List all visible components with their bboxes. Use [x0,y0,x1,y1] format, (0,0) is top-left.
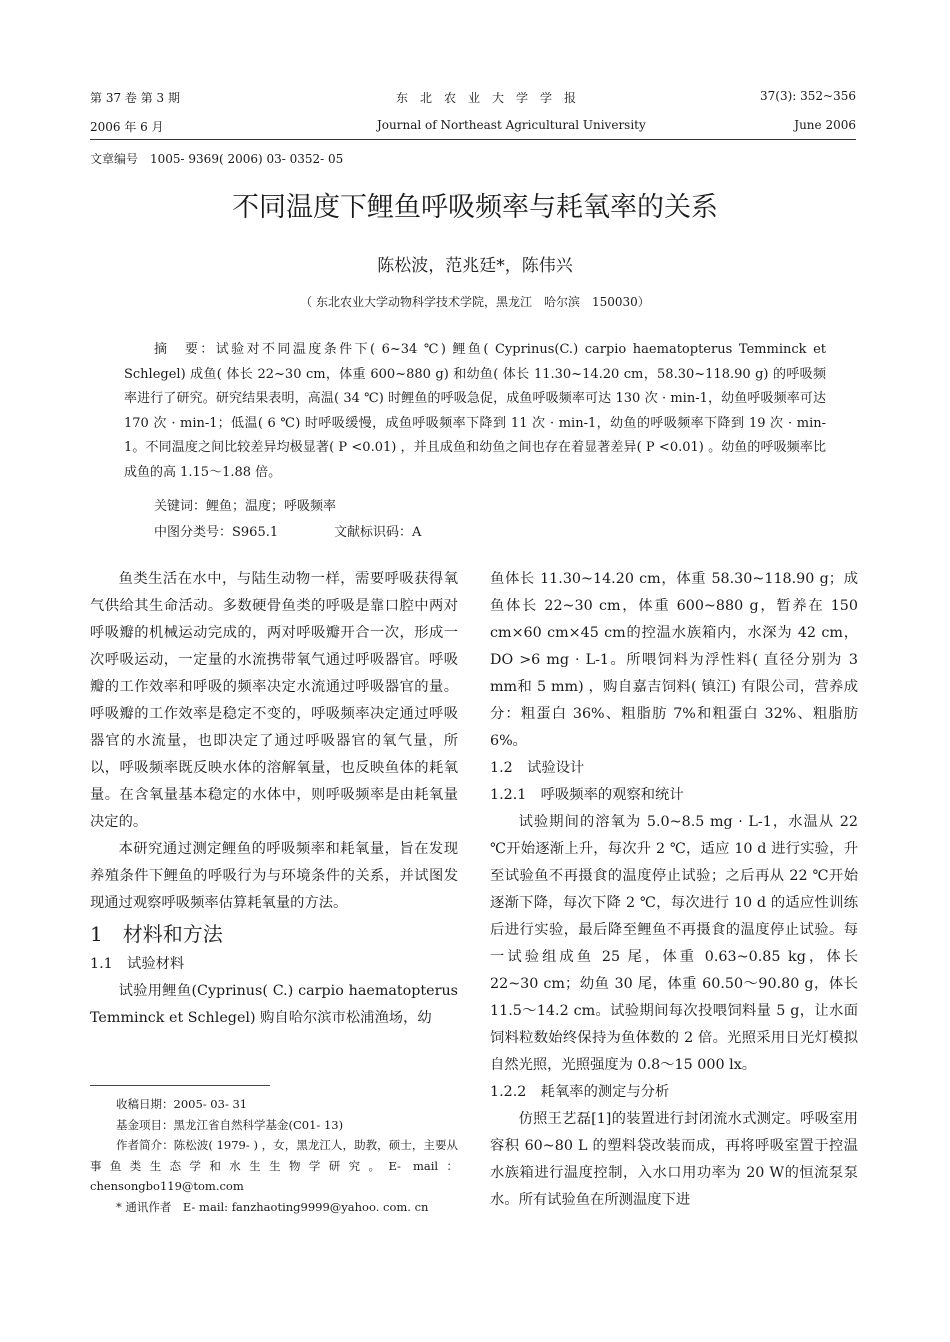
header-date-en: June 2006 [794,118,856,132]
body-paragraph: 仿照王艺磊[1]的装置进行封闭流水式测定。呼吸室用容积 60~80 L 的塑料袋改装而成，再将呼吸室置于控温水族箱进行温度控制，入水口用功率为 20 W的恒流泵泵水。所有试验鱼在所测温度下进 [490,1111,858,1208]
body-paragraph: 鱼类生活在水中，与陆生动物一样，需要呼吸获得氧气供给其生命活动。多数硬骨鱼类的呼吸是靠口腔中两对呼吸瓣的机械运动完成的，两对呼吸瓣开合一次，形成一次呼吸运动，一定量的水流携带氧气通过呼吸器官。呼吸瓣的工作效率和呼吸的频率决定水流通过呼吸器官的量。呼吸瓣的工作效率是稳定不变的，呼吸频率决定通过呼吸器官的水流量，也即决定了通过呼吸器官的氧气量，所以，呼吸频率既反映水体的溶解氧量，也反映鱼体的耗氧量。在含氧量基本稳定的水体中，则呼吸频率是由耗氧量决定的。 [90,571,458,830]
header-date-cn: 2006 年 6 月 [90,120,164,134]
keywords: 关键词：鲤鱼；温度；呼吸频率 [154,499,337,514]
footnote-corresponding-author: * 通讯作者 E- mail: fanzhaoting9999@yahoo. com. cn [116,1199,429,1214]
section-heading: 1 材料和方法 [90,922,223,946]
header-journal-cn: 东 北 农 业 大 学 学 报 [396,91,577,105]
abstract-label: 摘 要： [154,342,216,357]
left-column [90,566,458,1032]
paper-title: 不同温度下鲤鱼呼吸频率与耗氧率的关系 [232,192,718,223]
subsection-heading: 1.2 试验设计 [490,760,585,776]
body-paragraph: 鱼体长 11.30~14.20 cm，体重 58.30~118.90 g；成鱼体长 22~30 cm，体重 600~880 g，暂养在 150 cm×60 cm×45 cm的控温水族箱内，水深为 42 cm，DO >6 mg · L-1。所喂饲料为浮性料( 直径分别为 3 mm和 5 mm) ，购自嘉吉饲料( 镇江) 有限公司，营养成分：粗蛋白 36%、粗脂肪 7%和粗蛋白 32%、粗脂肪 6%。 [490,571,858,749]
header-volume-issue: 第 37 卷 第 3 期 [90,91,180,105]
subsubsection-heading: 1.2.1 呼吸频率的观察和统计 [490,787,684,803]
header-rule [90,139,856,140]
body-paragraph: 试验期间的溶氧为 5.0~8.5 mg · L-1，水温从 22 ℃开始逐渐上升，每次升 2 ℃，适应 10 d 进行实验，升至试验鱼不再摄食的温度停止试验；之后再从 22 ℃开始逐渐下降，每次下降 2 ℃，每次进行 10 d 的适应性训练后进行实验，最后降至鲤鱼不再摄食的温度停止试验。每一试验组成鱼 25 尾，体重 0.63~0.85 kg，体长 22~30 cm；幼鱼 30 尾，体重 60.50～90.80 g，体长 11.5～14.2 cm。试验期间每次投喂饲料量 5 g，让水面饲料粒数始终保持为鱼体数的 2 倍。光照采用日光灯模拟自然光照，光照强度为 0.8～15 000 lx。 [490,814,858,1073]
author-list: 陈松波，范兆廷*，陈伟兴 [377,256,573,276]
body-paragraph: 本研究通过测定鲤鱼的呼吸频率和耗氧量，旨在发现养殖条件下鲤鱼的呼吸行为与环境条件的关系，并试图发现通过观察呼吸频率估算耗氧量的方法。 [90,841,458,911]
subsection-heading: 1.1 试验材料 [90,956,185,972]
footnote-received: 收稿日期：2005- 03- 31 [116,1097,248,1111]
footnotes [90,1094,458,1217]
footnote-fund: 基金项目：黑龙江省自然科学基金(C01- 13) [116,1117,344,1132]
footnote-rule [90,1085,270,1086]
document-code: 文献标识码：A [334,525,422,540]
abstract-text: 试验对不同温度条件下( 6~34 ℃) 鲤鱼( Cyprinus(C.) carpio haematopterus Temminck et Schlegel) 成鱼( 体长 22~30 cm，体重 600~880 g) 和幼鱼( 体长 11.30~14.20 cm，58.30~118.90 g) 的呼吸频率进行了研究。研究结果表明，高温( 34 ℃) 时鲤鱼的呼吸急促，成鱼呼吸频率可达 130 次 · min-1，幼鱼呼吸频率可达 170 次 · min-1；低温( 6 ℃) 时呼吸缓慢，成鱼呼吸频率下降到 11 次 · min-1，幼鱼的呼吸频率下降到 19 次 · min-1。不同温度之间比较差异均极显著( P <0.01) ，并且成鱼和幼鱼之间也存在着显著差异( P <0.01) 。幼鱼的呼吸频率比成鱼的高 1.15～1.88 倍。 [124,342,826,480]
footnote-author-bio: 作者简介：陈松波( 1979- ) ，女，黑龙江人，助教，硕士，主要从事鱼类生态学和水生生物学研究。E- mail：chensongbo119@tom.com [90,1138,458,1193]
body-paragraph: 试验用鲤鱼(Cyprinus( C.) carpio haematopterus Temminck et Schlegel) 购自哈尔滨市松浦渔场，幼 [90,983,458,1026]
affiliation: （ 东北农业大学动物科学技术学院，黑龙江 哈尔滨 150030） [300,295,650,309]
header-journal-en: Journal of Northeast Agricultural University [377,118,646,132]
article-number: 文章编号 1005- 9369( 2006) 03- 0352- 05 [90,152,344,166]
header-pages: 37(3): 352~356 [760,89,856,103]
abstract [124,338,826,485]
right-column [490,566,858,1214]
subsubsection-heading: 1.2.2 耗氧率的测定与分析 [490,1084,670,1100]
classification-number: 中图分类号：S965.1 [154,525,279,540]
